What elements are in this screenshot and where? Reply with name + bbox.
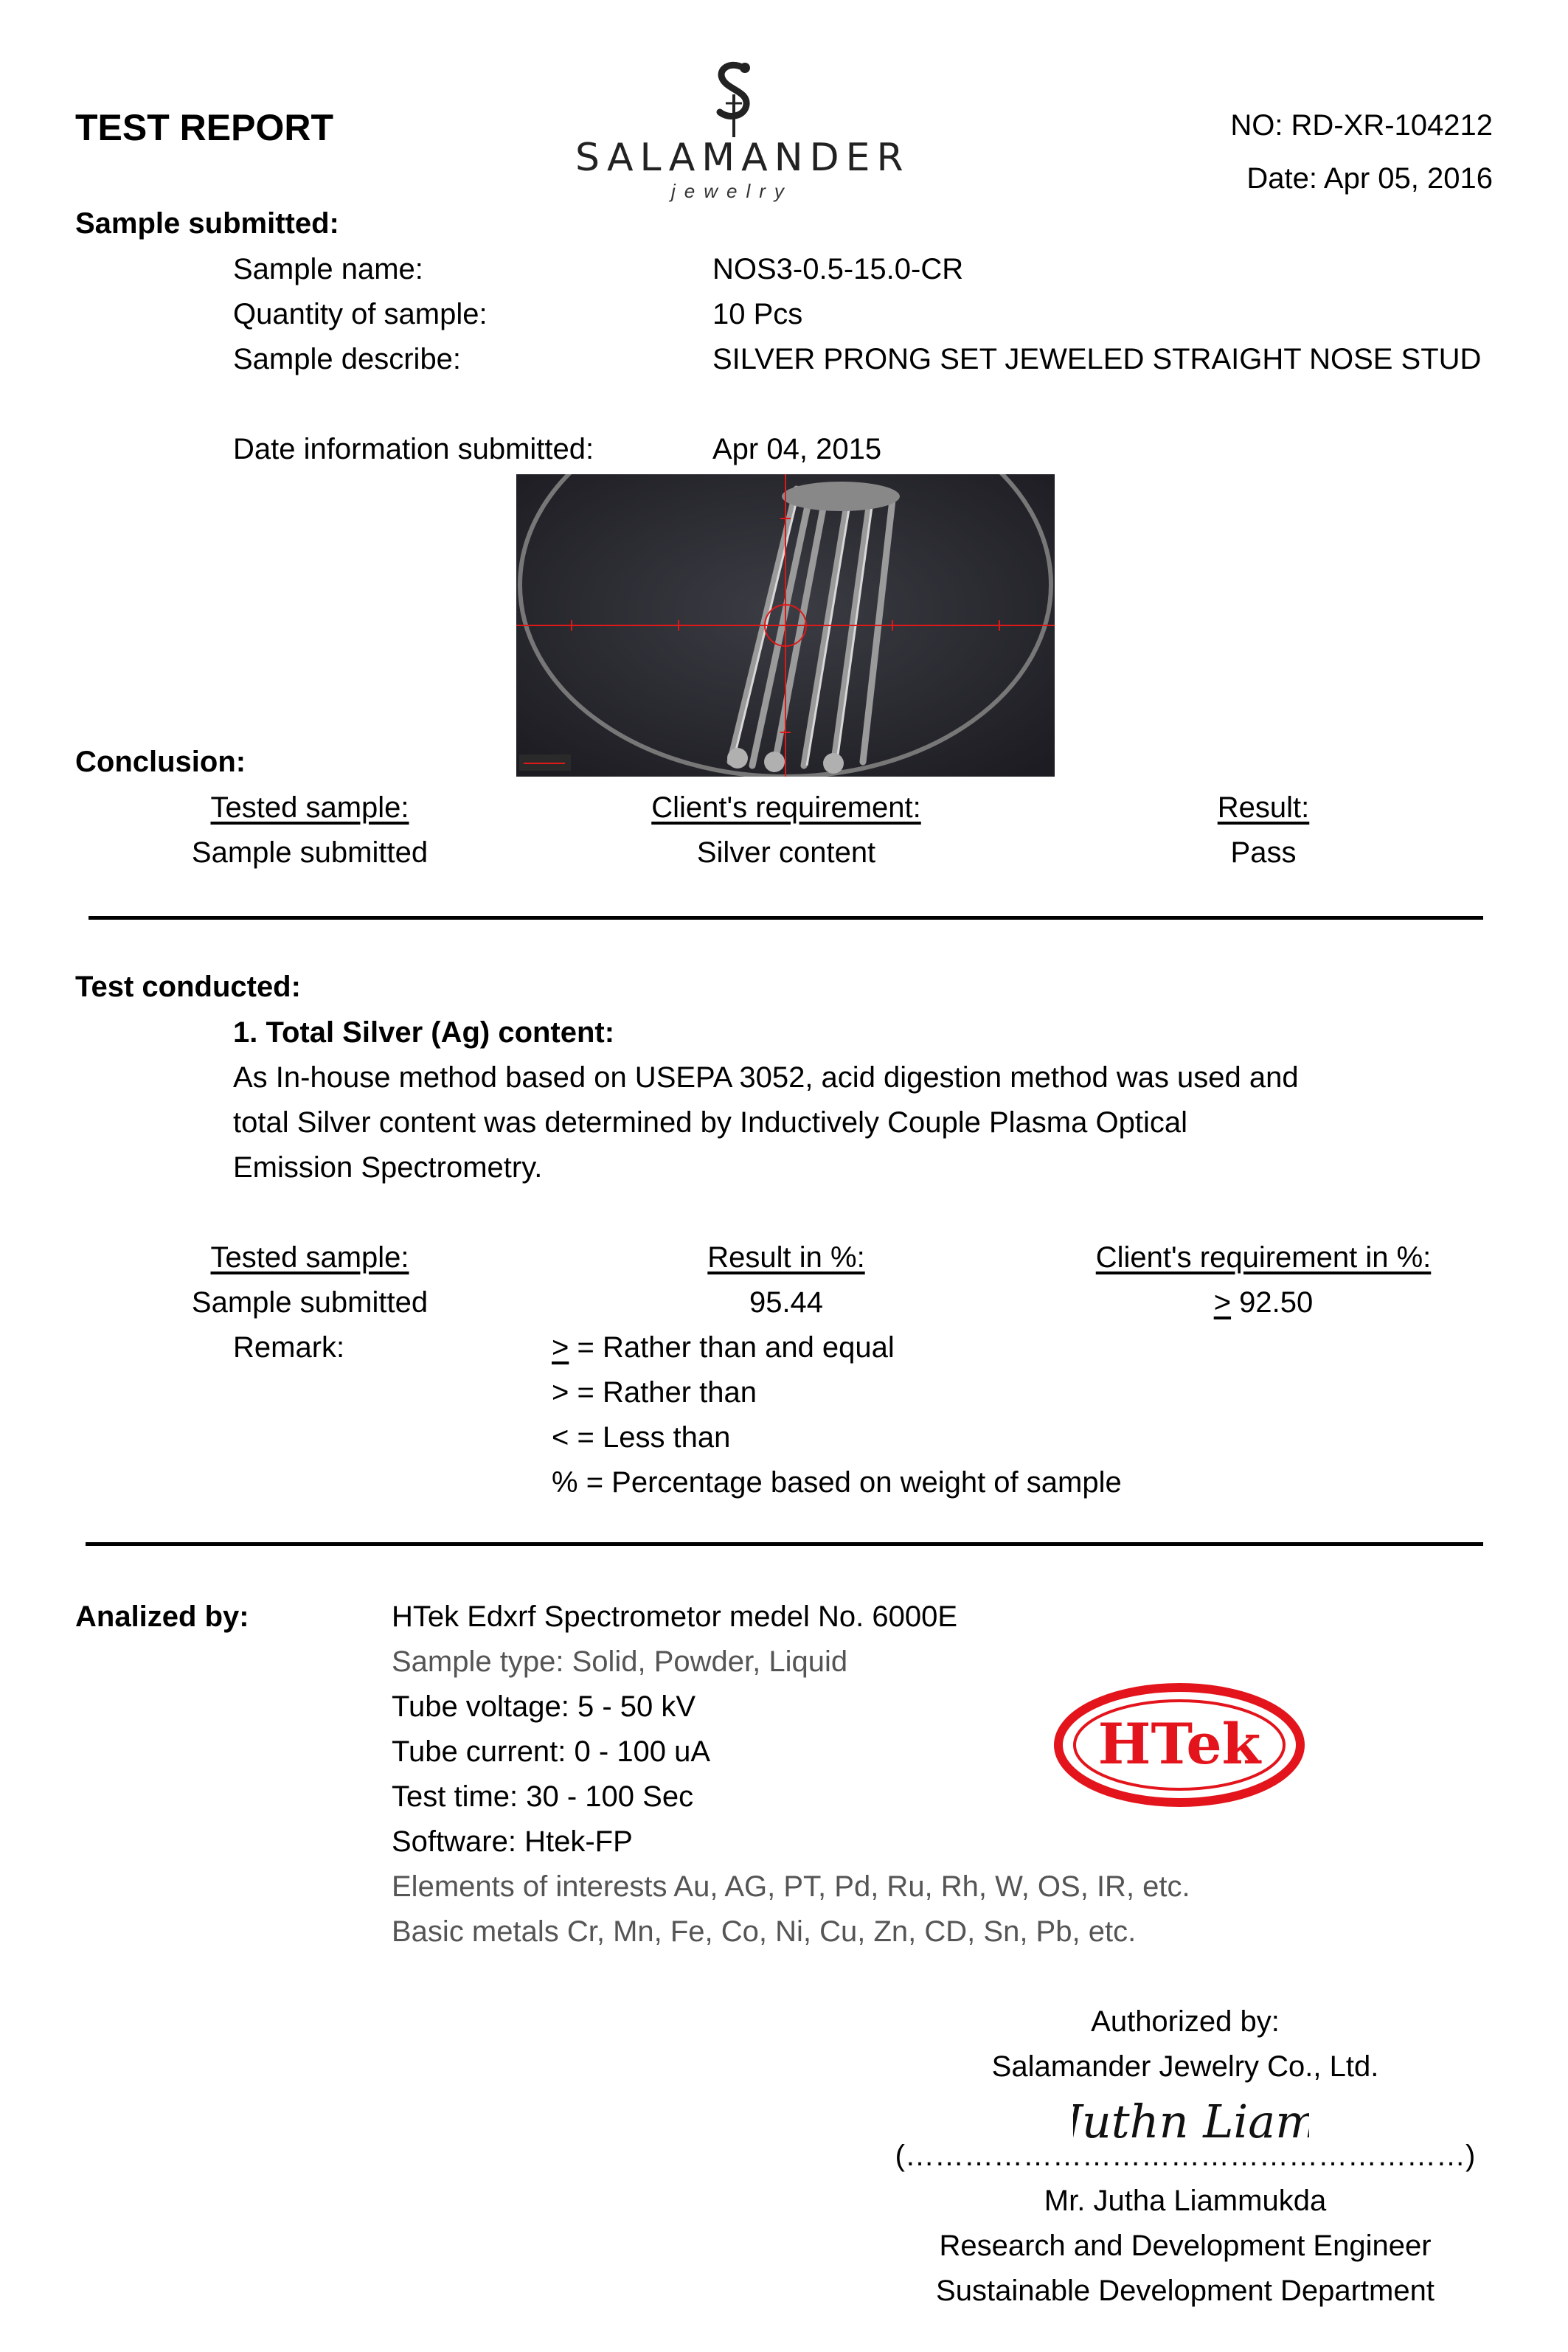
conclusion-value-requirement: Silver content [696,836,876,869]
remark-label: Remark: [233,1331,345,1364]
conclusion-value-result: Pass [1230,836,1297,869]
sample-describe-value: SILVER PRONG SET JEWELED STRAIGHT NOSE STUD [712,343,1482,375]
remark-text-1: = Rather than and equal [569,1331,895,1364]
logo-name: SALAMANDER [575,136,910,180]
analysis-line-3: Tube voltage: 5 - 50 kV [392,1690,696,1723]
conclusion-header-sample: Tested sample: [210,791,409,824]
sample-quantity-label: Quantity of sample: [233,298,488,330]
test-item-title: 1. Total Silver (Ag) content: [233,1016,615,1049]
date-submitted-label: Date information submitted: [233,433,594,465]
signer-department: Sustainable Development Department [936,2275,1435,2307]
analysis-line-1: HTek Edxrf Spectrometor medel No. 6000E [392,1600,958,1633]
conclusion-header-result: Result: [1217,791,1310,824]
sample-name-label: Sample name: [233,253,423,285]
report-title: TEST REPORT [75,107,334,148]
divider-2 [86,1542,1483,1546]
requirement-number: 92.50 [1231,1286,1314,1319]
analysis-line-6: Software: Htek-FP [392,1825,633,1858]
test-description-line-3: Emission Spectrometry. [233,1151,543,1184]
salamander-icon [701,58,767,139]
remark-symbol-3: < [552,1421,569,1454]
salamander-logo [568,58,910,202]
remark-symbol-2: > [552,1376,569,1409]
test-description-line-1: As In-house method based on USEPA 3052, acid digestion method was used and [233,1061,1299,1094]
greater-equal-symbol: > [1213,1286,1232,1319]
report-date: Date: Apr 05, 2016 [1246,162,1493,195]
signature [1073,2078,1309,2160]
date-submitted-value: Apr 04, 2015 [712,433,882,465]
test-header-sample: Tested sample: [210,1241,409,1274]
divider-1 [89,916,1483,920]
test-value-requirement [1214,1288,1314,1317]
authorized-company: Salamander Jewelry Co., Ltd. [991,2050,1379,2083]
logo-sub: jewelry [671,180,793,202]
sample-photo [516,474,1055,777]
sample-describe-label: Sample describe: [233,343,462,375]
analysis-line-4: Tube current: 0 - 100 uA [392,1735,711,1768]
signature-line: (…………………………………………………) [895,2140,1476,2172]
test-header-result: Result in %: [707,1241,865,1274]
remark-line-2 [552,1378,757,1407]
test-value-result: 95.44 [749,1286,824,1319]
sample-quantity-value: 10 Pcs [712,298,803,330]
remark-line-3 [552,1423,730,1452]
remark-text-2: = Rather than [569,1376,757,1409]
remark-text-4: = Percentage based on weight of sample [577,1466,1122,1499]
remark-symbol-1: > [552,1331,569,1364]
analysis-line-2: Sample type: Solid, Powder, Liquid [392,1645,848,1678]
analysis-label: Analized by: [75,1600,249,1633]
htek-logo [1051,1680,1308,1810]
conclusion-value-sample: Sample submitted [191,836,429,869]
conclusion-heading: Conclusion: [75,746,246,778]
sample-name-value: NOS3-0.5-15.0-CR [712,253,964,285]
authorized-label: Authorized by: [1091,2005,1280,2038]
signer-title: Research and Development Engineer [939,2230,1432,2262]
remark-line-4 [552,1468,1122,1497]
test-description-line-2: total Silver content was determined by Inductively Couple Plasma Optical [233,1106,1187,1139]
conclusion-header-requirement: Client's requirement: [651,791,921,824]
remark-symbol-4: % [552,1466,578,1499]
test-header-requirement: Client's requirement in %: [1095,1241,1432,1274]
report-number: NO: RD-XR-104212 [1230,109,1493,142]
analysis-line-8: Basic metals Cr, Mn, Fe, Co, Ni, Cu, Zn, CD, Sn, Pb, etc. [392,1915,1137,1948]
signer-name: Mr. Jutha Liammukda [1044,2185,1327,2217]
analysis-line-5: Test time: 30 - 100 Sec [392,1780,694,1813]
htek-logo-text: HTek [1097,1711,1261,1777]
remark-text-3: = Less than [569,1421,731,1454]
sample-heading: Sample submitted: [75,207,339,240]
analysis-line-7: Elements of interests Au, AG, PT, Pd, Ru, Rh, W, OS, IR, etc. [392,1870,1190,1903]
remark-line-1 [552,1333,895,1362]
signature-text: Juthn Liam [1073,2095,1309,2148]
test-value-sample: Sample submitted [191,1286,429,1319]
test-heading: Test conducted: [75,971,301,1003]
